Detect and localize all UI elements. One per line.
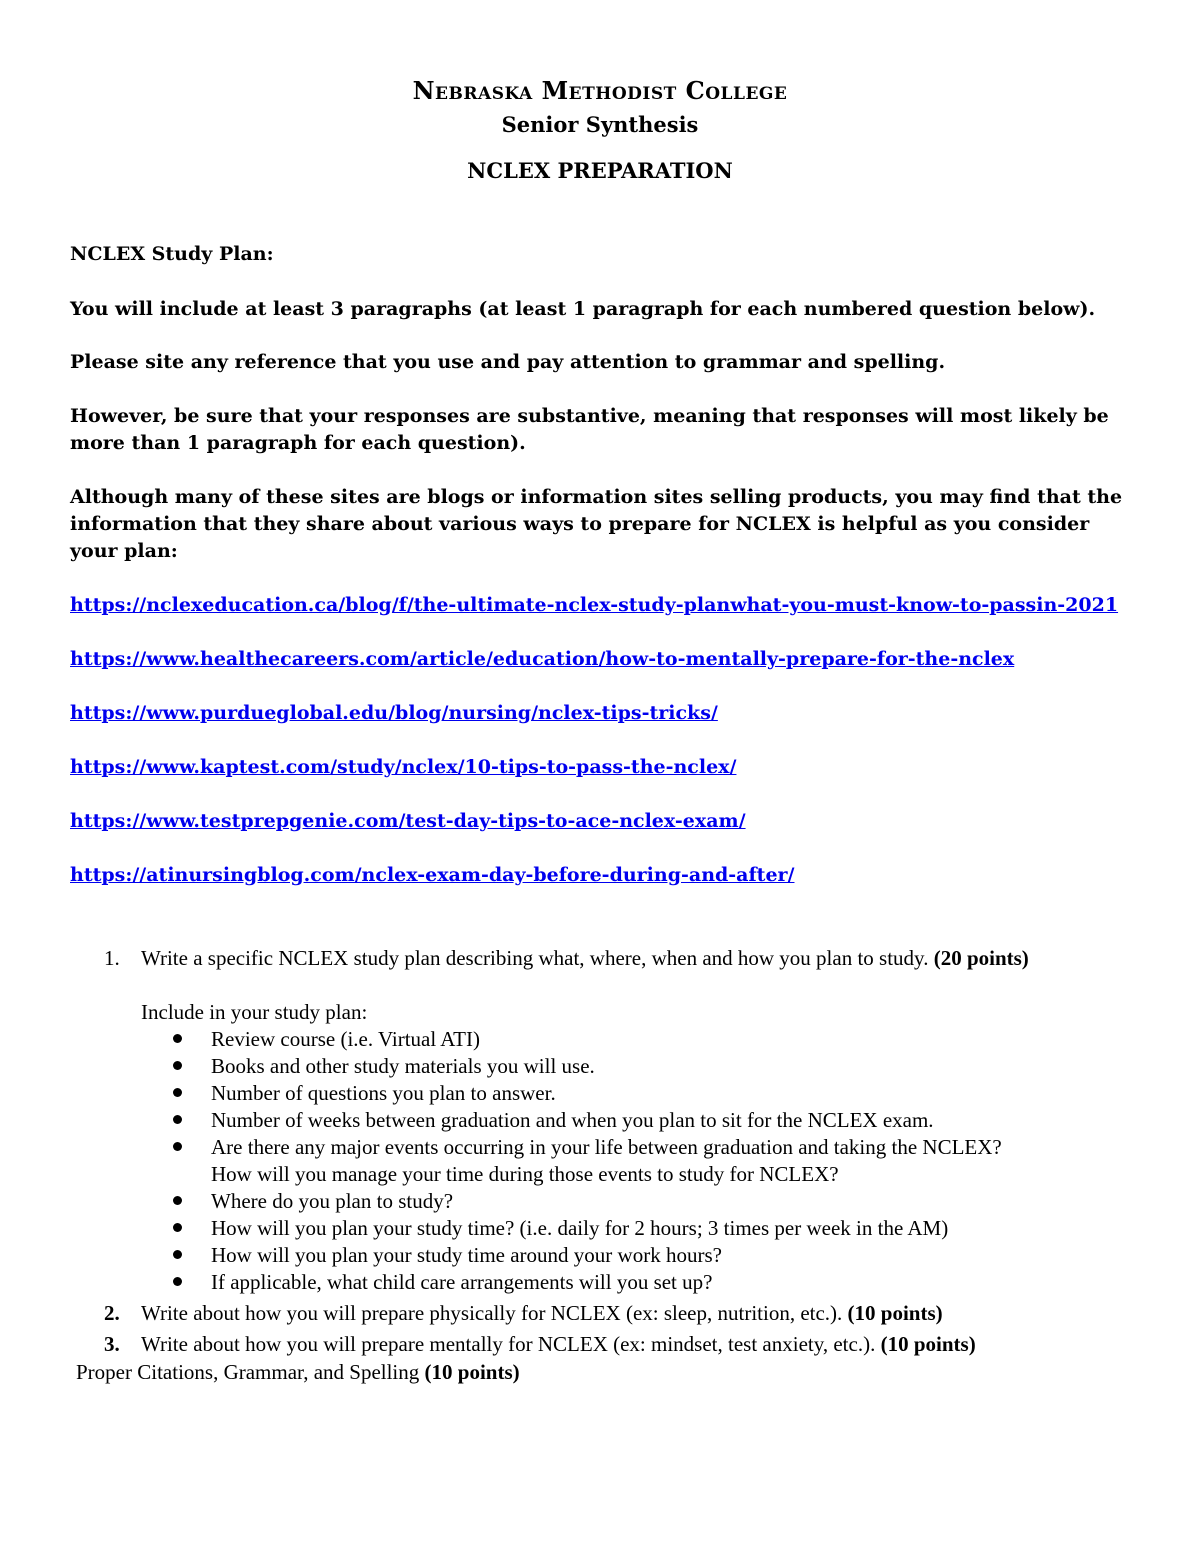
bullet-icon bbox=[173, 1053, 187, 1067]
instruction-paragraph-4: Although many of these sites are blogs or information sites selling products, you may find that the information that they share about various ways to prepare for NCLEX is helpful as you consider your plan: bbox=[70, 486, 1123, 562]
college-name: Nebraska Methodist College bbox=[412, 76, 788, 105]
question-3-points: (10 points) bbox=[880, 1332, 976, 1356]
bullet-icon bbox=[173, 1269, 187, 1283]
document-subtitle: Senior Synthesis bbox=[501, 112, 699, 137]
bullet-icon bbox=[173, 1188, 187, 1202]
question-1-text: Write a specific NCLEX study plan describing what, where, when and how you plan to study. bbox=[141, 946, 929, 970]
bullet-icon bbox=[173, 1242, 187, 1256]
resource-link-1[interactable]: https://nclexeducation.ca/blog/f/the-ultimate-nclex-study-planwhat-you-must-know-to-passin-2021 bbox=[70, 594, 1119, 616]
bullet-item-5: Are there any major events occurring in your life between graduation and taking the NCLEX? bbox=[211, 1135, 1002, 1159]
question-3-number: 3. bbox=[104, 1332, 120, 1356]
bullet-icon bbox=[173, 1215, 187, 1229]
final-criteria bbox=[76, 1359, 1076, 1386]
bullet-icon bbox=[173, 1026, 187, 1040]
bullet-item-1: Review course (i.e. Virtual ATI) bbox=[211, 1027, 480, 1051]
resource-link-3[interactable]: https://www.purdueglobal.edu/blog/nursing/nclex-tips-tricks/ bbox=[70, 702, 718, 724]
question-2 bbox=[141, 1300, 1101, 1327]
question-3 bbox=[141, 1331, 1101, 1358]
bullet-item-5-continued: How will you manage your time during those events to study for NCLEX? bbox=[211, 1162, 839, 1186]
bullet-icon bbox=[173, 1107, 187, 1121]
study-plan-label: NCLEX Study Plan: bbox=[70, 243, 274, 265]
question-2-text: Write about how you will prepare physically for NCLEX (ex: sleep, nutrition, etc.). bbox=[141, 1301, 843, 1325]
resource-link-6[interactable]: https://atinursingblog.com/nclex-exam-day-before-during-and-after/ bbox=[70, 864, 795, 886]
resource-link-5[interactable]: https://www.testprepgenie.com/test-day-tips-to-ace-nclex-exam/ bbox=[70, 810, 746, 832]
resource-link-2[interactable]: https://www.healthecareers.com/article/education/how-to-mentally-prepare-for-the-nclex bbox=[70, 648, 1015, 670]
bullet-item-7: How will you plan your study time? (i.e. daily for 2 hours; 3 times per week in the AM) bbox=[211, 1216, 949, 1240]
instruction-paragraph-1: You will include at least 3 paragraphs (at least 1 paragraph for each numbered question below). bbox=[70, 298, 1096, 320]
document-heading: NCLEX PREPARATION bbox=[467, 158, 733, 183]
bullet-item-6: Where do you plan to study? bbox=[211, 1189, 454, 1213]
bullet-item-2: Books and other study materials you will use. bbox=[211, 1054, 595, 1078]
bullet-item-4: Number of weeks between graduation and when you plan to sit for the NCLEX exam. bbox=[211, 1108, 934, 1132]
question-2-points: (10 points) bbox=[847, 1301, 943, 1325]
question-1-number: 1. bbox=[104, 946, 120, 970]
question-3-text: Write about how you will prepare mentally for NCLEX (ex: mindset, test anxiety, etc.). bbox=[141, 1332, 876, 1356]
bullet-item-8: How will you plan your study time around your work hours? bbox=[211, 1243, 722, 1267]
question-1 bbox=[141, 945, 1101, 972]
resource-link-4[interactable]: https://www.kaptest.com/study/nclex/10-tips-to-pass-the-nclex/ bbox=[70, 756, 737, 778]
final-criteria-text: Proper Citations, Grammar, and Spelling bbox=[76, 1360, 420, 1384]
final-criteria-points: (10 points) bbox=[424, 1360, 520, 1384]
bullet-item-9: If applicable, what child care arrangements will you set up? bbox=[211, 1270, 713, 1294]
include-label: Include in your study plan: bbox=[141, 1000, 368, 1024]
bullet-item-3: Number of questions you plan to answer. bbox=[211, 1081, 556, 1105]
question-2-number: 2. bbox=[104, 1301, 120, 1325]
question-1-points: (20 points) bbox=[933, 946, 1029, 970]
instruction-paragraph-2: Please site any reference that you use and pay attention to grammar and spelling. bbox=[70, 351, 946, 373]
bullet-icon bbox=[173, 1134, 187, 1148]
instruction-paragraph-3: However, be sure that your responses are substantive, meaning that responses will most likely be more than 1 paragraph for each question). bbox=[70, 405, 1109, 454]
bullet-icon bbox=[173, 1080, 187, 1094]
